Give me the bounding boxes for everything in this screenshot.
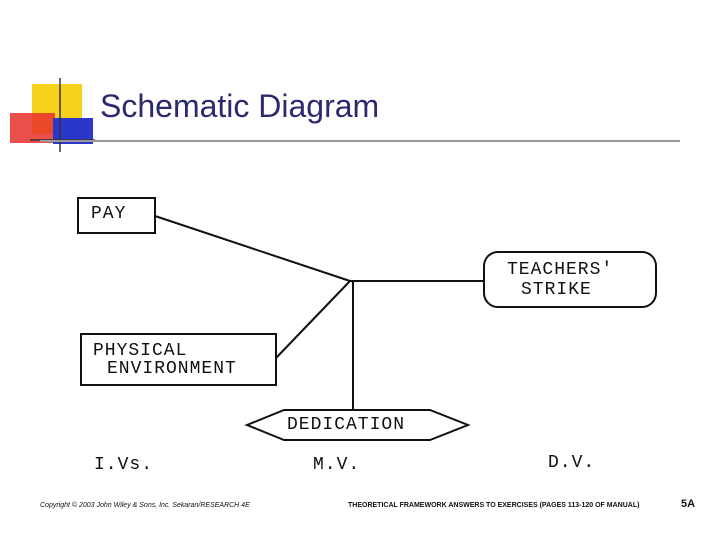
slide-number: 5A <box>681 498 696 510</box>
teachers-label: TEACHERS' <box>507 260 614 280</box>
connector-pay <box>155 216 350 281</box>
slide-title: Schematic Diagram <box>100 88 380 124</box>
dependent-variable-label: D.V. <box>548 453 596 473</box>
independent-variables-label: I.Vs. <box>94 455 154 475</box>
footer-copyright: Copyright © 2003 John Wiley & Sons, Inc. Sekaran/RESEARCH 4E <box>40 502 250 509</box>
pay-label: PAY <box>91 204 127 224</box>
footer-reference: THEORETICAL FRAMEWORK ANSWERS TO EXERCISES (PAGES 113-120 OF MANUAL) <box>348 502 640 509</box>
moderating-variable-label: M.V. <box>313 455 361 475</box>
physical-label: PHYSICAL <box>93 341 188 361</box>
environment-label: ENVIRONMENT <box>107 359 237 379</box>
connector-physical <box>276 281 350 358</box>
strike-label: STRIKE <box>521 280 592 300</box>
title-divider <box>40 140 680 142</box>
dedication-label: DEDICATION <box>287 415 406 435</box>
